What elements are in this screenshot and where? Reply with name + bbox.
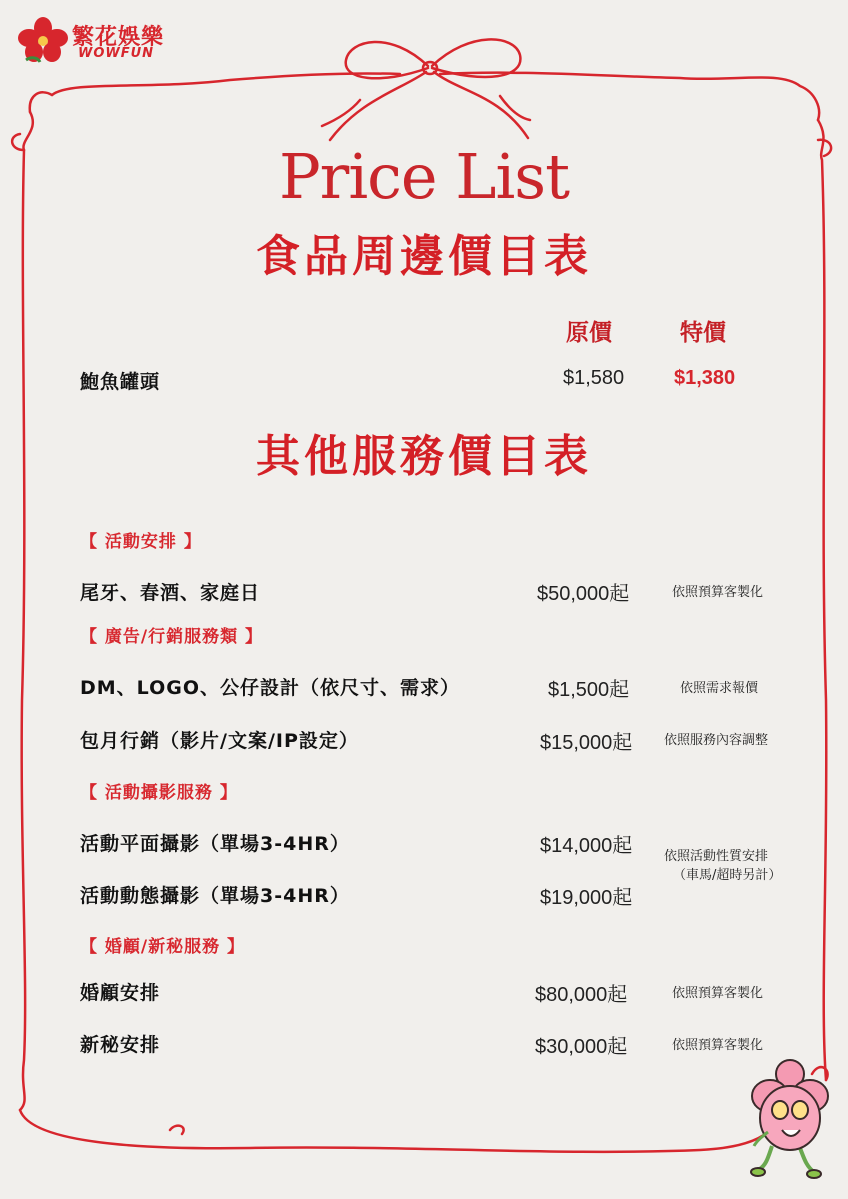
flower-mascot-icon (750, 1058, 830, 1183)
service-item-note: 依照需求報價 (680, 681, 759, 696)
col-special-header: 特價 (680, 320, 726, 346)
food-item-special-price: $1,380 (674, 367, 736, 389)
brand-name-en: WOWFUN (78, 46, 155, 61)
service-item-name: 包月行銷（影片/文案/IP設定） (80, 730, 359, 752)
page-title: Price List (278, 140, 570, 213)
section-heading-events: 【 活動安排 】 (80, 532, 202, 552)
service-item-note: 依照預算客製化 (672, 1038, 764, 1053)
food-item-name: 鮑魚罐頭 (80, 371, 161, 393)
service-item-note: 依照服務內容調整 (664, 733, 769, 748)
service-item-note: 依照預算客製化 (672, 585, 764, 600)
service-item-price: $14,000起 (540, 835, 633, 857)
service-item-name: 尾牙、春酒、家庭日 (80, 582, 261, 604)
service-item-price: $30,000起 (535, 1036, 628, 1058)
service-item-price: $1,500起 (548, 679, 630, 701)
service-item-name: 活動動態攝影（單場3-4HR） (80, 885, 350, 907)
service-item-price: $19,000起 (540, 887, 633, 909)
service-item-name: 活動平面攝影（單場3-4HR） (80, 833, 350, 855)
service-item-note: 依照預算客製化 (672, 986, 764, 1001)
service-item-name: 新秘安排 (80, 1034, 161, 1056)
section-heading-wedding: 【 婚顧/新秘服務 】 (80, 937, 246, 957)
service-group-note: 依照活動性質安排 (664, 849, 769, 864)
section-heading-marketing: 【 廣告/行銷服務類 】 (80, 627, 264, 647)
services-price-title: 其他服務價目表 (256, 431, 592, 482)
food-item-original-price: $1,580 (563, 367, 625, 389)
service-item-name: DM、LOGO、公仔設計（依尺寸、需求） (80, 677, 461, 699)
service-item-price: $50,000起 (537, 583, 630, 605)
service-item-price: $15,000起 (540, 732, 633, 754)
food-price-title: 食品周邊價目表 (256, 231, 592, 282)
brand-name-zh: 繁花娛樂 (72, 25, 165, 50)
service-item-name: 婚顧安排 (80, 982, 161, 1004)
col-original-header: 原價 (566, 320, 612, 346)
service-group-note-sub: （車馬/超時另計） (673, 868, 782, 883)
section-heading-photography: 【 活動攝影服務 】 (80, 783, 238, 803)
service-item-price: $80,000起 (535, 984, 628, 1006)
brand-logo (16, 16, 176, 68)
hibiscus-flower-icon (16, 16, 70, 66)
